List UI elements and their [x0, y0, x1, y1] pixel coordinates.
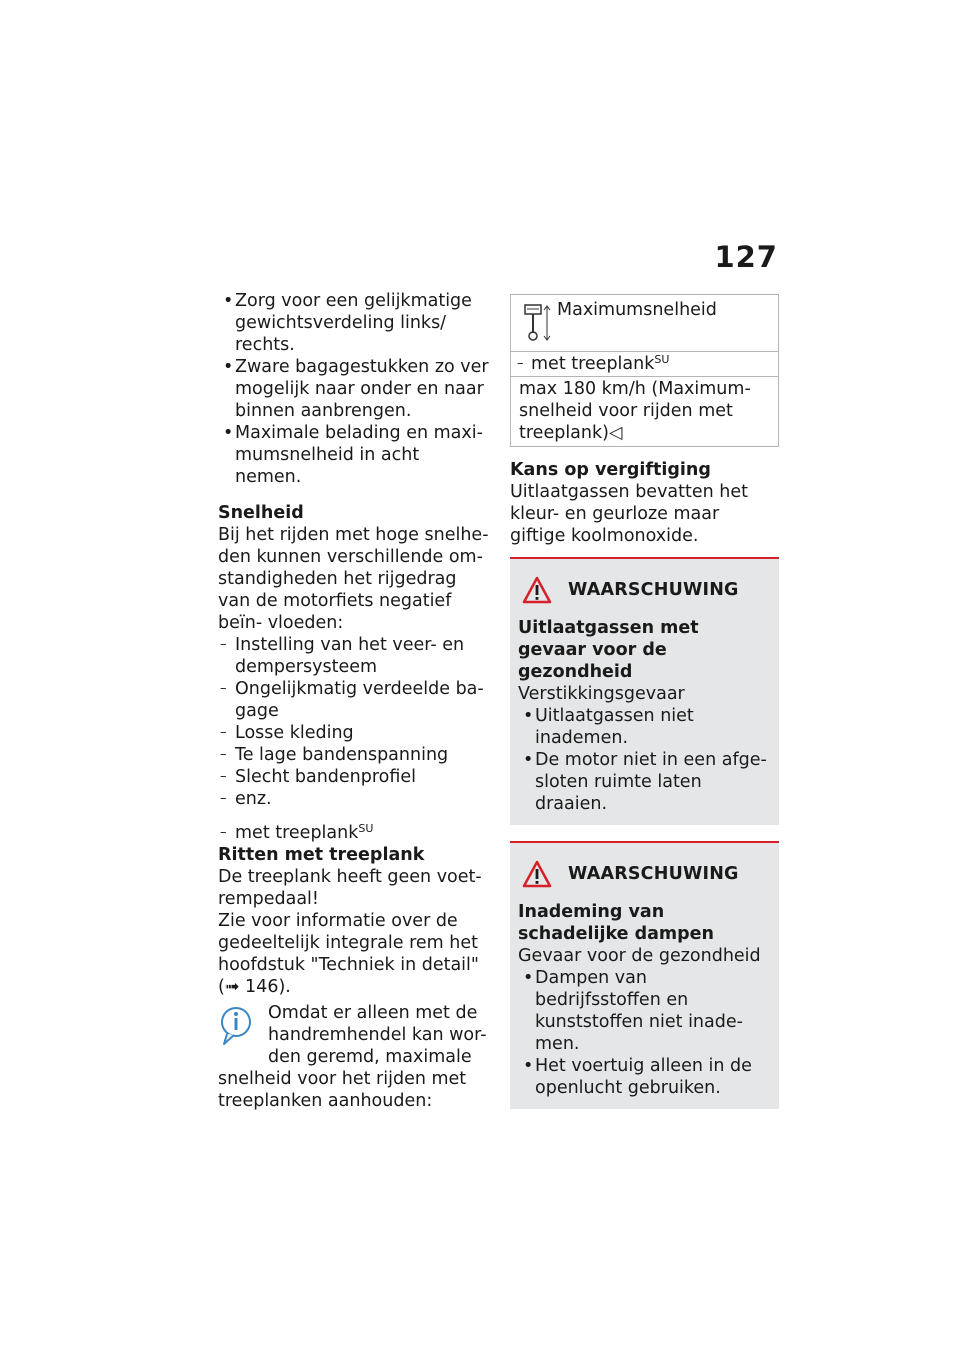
warning-box-fumes [510, 841, 779, 1109]
table-header [511, 295, 778, 352]
right-column [510, 294, 779, 1109]
list-item: – Ongelijkmatig verdeelde ba- gage [218, 678, 490, 722]
warning-list [518, 967, 771, 1099]
warning-triangle-icon [522, 860, 552, 888]
warning-title: WAARSCHUWING [568, 864, 739, 884]
list-item: – Slecht bandenprofiel [218, 766, 490, 788]
list-item: • De motor niet in een afge- sloten ruimte laten draaien. [518, 749, 771, 815]
poison-heading: Kans op vergiftiging [510, 460, 711, 480]
speed-heading: Snelheid [218, 503, 304, 523]
warning-title: WAARSCHUWING [568, 580, 739, 600]
footboard-variant-label: – met treeplank$^{SU}$ [218, 822, 490, 844]
list-item: – Instelling van het veer- en dempersysteem [218, 634, 490, 678]
ride-text-2: Zie voor informatie over de gedeeltelijk integrale rem het hoofdstuk "Techniek in detail" (➟ 146). [218, 911, 479, 997]
list-item: • Uitlaatgassen niet inademen. [518, 705, 771, 749]
ride-heading: Ritten met treeplank [218, 845, 425, 865]
warning-hazard: Gevaar voor de gezondheid [518, 946, 761, 966]
piston-icon [511, 295, 557, 351]
warning-box-exhaust [510, 557, 779, 825]
list-item: – Losse kleding [218, 722, 490, 744]
ride-text-1: De treeplank heeft geen voet- rempedaal! [218, 867, 482, 909]
table-row: – met treeplank$^{SU}$ [511, 352, 778, 377]
list-item: • Zware bagagestukken zo ver mogelijk naar onder en naar binnen aanbrengen. [218, 356, 490, 422]
info-note [218, 1002, 490, 1112]
warning-list [518, 705, 771, 815]
table-row-value: max 180 km/h (Maximum- snelheid voor rijden met treeplank)◁ [519, 379, 751, 443]
speed-factors-list [218, 634, 490, 810]
warning-triangle-icon [522, 576, 552, 604]
list-item: – Te lage bandenspanning [218, 744, 490, 766]
loading-tips-list [218, 290, 490, 488]
warning-hazard: Verstikkingsgevaar [518, 684, 685, 704]
list-item: • Dampen van bedrijfsstoffen en kunststoffen niet inade- men. [518, 967, 771, 1055]
info-icon [218, 1002, 262, 1048]
table-title: Maximumsnelheid [557, 300, 717, 320]
speed-text: Bij het rijden met hoge snelhe- den kunnen verschillende om- standigheden het rijgedrag van de motorfiets negatief beïn- vloeden: [218, 525, 489, 633]
list-item: – enz. [218, 788, 490, 810]
page-number: 127 [714, 240, 778, 274]
list-item: • Zorg voor een gelijkmatige gewichtsverdeling links/ rechts. [218, 290, 490, 356]
poison-text: Uitlaatgassen bevatten het kleur- en geurloze maar giftige koolmonoxide. [510, 482, 749, 546]
left-column [218, 290, 490, 1112]
warning-subtitle: Inademing van schadelijke dampen [518, 902, 715, 944]
list-item: • Het voertuig alleen in de openlucht gebruiken. [518, 1055, 771, 1099]
max-speed-table [510, 294, 779, 447]
warning-subtitle: Uitlaatgassen met gevaar voor de gezondheid [518, 618, 699, 682]
note-text: Omdat er alleen met de handremhendel kan wor- den geremd, maximale snelheid voor het rijden met treeplanken aanhouden: [218, 1003, 487, 1111]
list-item: • Maximale belading en maxi- mumsnelheid in acht nemen. [218, 422, 490, 488]
